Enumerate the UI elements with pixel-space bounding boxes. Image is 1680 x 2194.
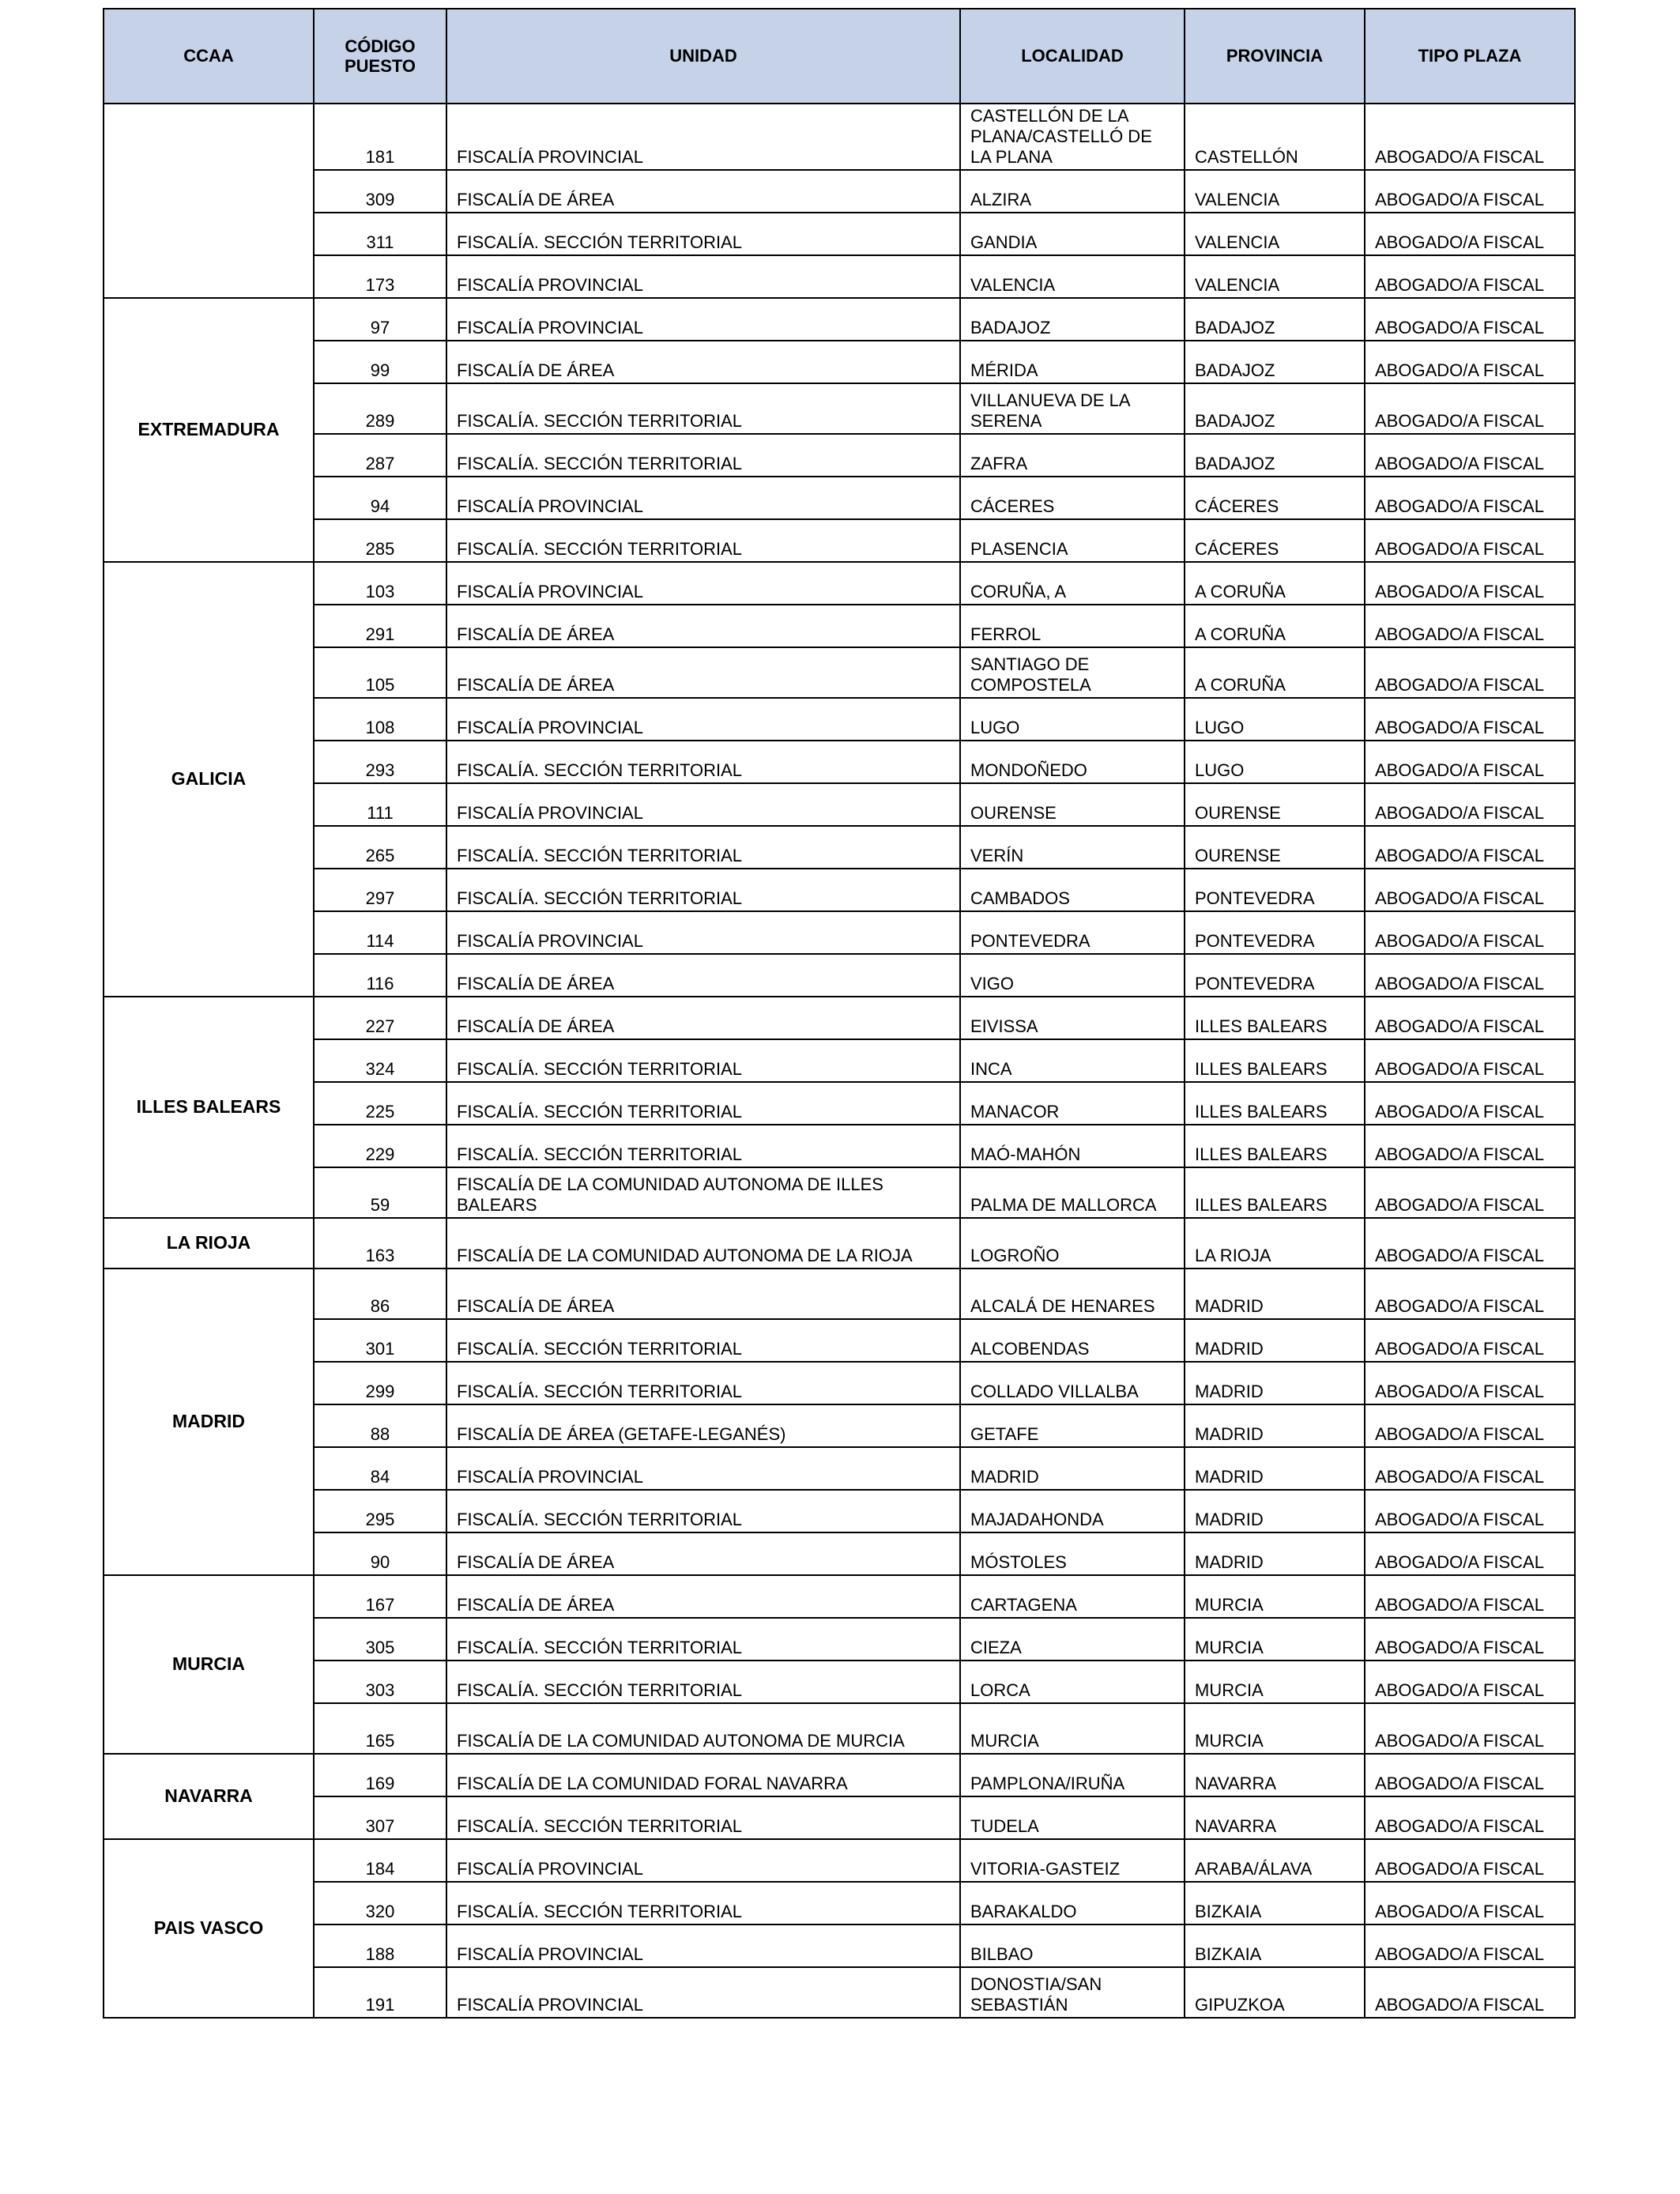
- codigo-puesto-cell: 108: [314, 698, 446, 741]
- unidad-cell: FISCALÍA. SECCIÓN TERRITORIAL: [446, 1490, 960, 1532]
- unidad-cell: FISCALÍA DE ÁREA (GETAFE-LEGANÉS): [446, 1404, 960, 1447]
- table-row: [104, 1082, 1575, 1125]
- tipo-plaza-cell: ABOGADO/A FISCAL: [1365, 1924, 1575, 1967]
- unidad-cell: FISCALÍA DE ÁREA: [446, 997, 960, 1039]
- codigo-puesto-cell: 165: [314, 1703, 446, 1754]
- provincia-cell: PONTEVEDRA: [1185, 869, 1365, 911]
- tipo-plaza-cell: ABOGADO/A FISCAL: [1365, 1967, 1575, 2018]
- tipo-plaza-cell: ABOGADO/A FISCAL: [1365, 1125, 1575, 1167]
- codigo-puesto-cell: 291: [314, 605, 446, 647]
- localidad-cell: VITORIA-GASTEIZ: [960, 1839, 1185, 1882]
- tipo-plaza-cell: ABOGADO/A FISCAL: [1365, 783, 1575, 826]
- table-body: [104, 104, 1575, 2018]
- tipo-plaza-cell: ABOGADO/A FISCAL: [1365, 213, 1575, 255]
- header-provincia: PROVINCIA: [1185, 9, 1365, 104]
- tipo-plaza-cell: ABOGADO/A FISCAL: [1365, 605, 1575, 647]
- codigo-puesto-cell: 114: [314, 911, 446, 954]
- header-unidad: UNIDAD: [446, 9, 960, 104]
- codigo-puesto-cell: 285: [314, 519, 446, 562]
- localidad-cell: BILBAO: [960, 1924, 1185, 1967]
- table-row: [104, 1362, 1575, 1404]
- localidad-cell: MÓSTOLES: [960, 1532, 1185, 1575]
- table-row: [104, 341, 1575, 383]
- provincia-cell: BIZKAIA: [1185, 1924, 1365, 1967]
- table-row: [104, 1882, 1575, 1924]
- unidad-cell: FISCALÍA. SECCIÓN TERRITORIAL: [446, 1362, 960, 1404]
- table-row: [104, 954, 1575, 997]
- provincia-cell: MURCIA: [1185, 1661, 1365, 1703]
- ccaa-cell: PAIS VASCO: [104, 1839, 314, 2018]
- provincia-cell: MADRID: [1185, 1404, 1365, 1447]
- localidad-cell: CIEZA: [960, 1618, 1185, 1661]
- provincia-cell: MADRID: [1185, 1490, 1365, 1532]
- tipo-plaza-cell: ABOGADO/A FISCAL: [1365, 104, 1575, 170]
- ccaa-cell: ILLES BALEARS: [104, 997, 314, 1218]
- table-row: [104, 1125, 1575, 1167]
- provincia-cell: LA RIOJA: [1185, 1218, 1365, 1269]
- unidad-cell: FISCALÍA DE LA COMUNIDAD AUTONOMA DE LA RIOJA: [446, 1218, 960, 1269]
- table-row: [104, 298, 1575, 341]
- codigo-puesto-cell: 324: [314, 1039, 446, 1082]
- provincia-cell: BIZKAIA: [1185, 1882, 1365, 1924]
- unidad-cell: FISCALÍA. SECCIÓN TERRITORIAL: [446, 383, 960, 434]
- codigo-puesto-cell: 287: [314, 434, 446, 477]
- table-row: [104, 383, 1575, 434]
- localidad-cell: DONOSTIA/SAN SEBASTIÁN: [960, 1967, 1185, 2018]
- unidad-cell: FISCALÍA PROVINCIAL: [446, 783, 960, 826]
- localidad-cell: PONTEVEDRA: [960, 911, 1185, 954]
- ccaa-cell: MADRID: [104, 1269, 314, 1575]
- tipo-plaza-cell: ABOGADO/A FISCAL: [1365, 1754, 1575, 1796]
- codigo-puesto-cell: 99: [314, 341, 446, 383]
- localidad-cell: INCA: [960, 1039, 1185, 1082]
- tipo-plaza-cell: ABOGADO/A FISCAL: [1365, 1618, 1575, 1661]
- unidad-cell: FISCALÍA. SECCIÓN TERRITORIAL: [446, 519, 960, 562]
- localidad-cell: CORUÑA, A: [960, 562, 1185, 605]
- table-row: [104, 605, 1575, 647]
- tipo-plaza-cell: ABOGADO/A FISCAL: [1365, 1661, 1575, 1703]
- codigo-puesto-cell: 105: [314, 647, 446, 698]
- tipo-plaza-cell: ABOGADO/A FISCAL: [1365, 1319, 1575, 1362]
- codigo-puesto-cell: 163: [314, 1218, 446, 1269]
- provincia-cell: NAVARRA: [1185, 1796, 1365, 1839]
- unidad-cell: FISCALÍA. SECCIÓN TERRITORIAL: [446, 1319, 960, 1362]
- provincia-cell: OURENSE: [1185, 783, 1365, 826]
- table-row: [104, 519, 1575, 562]
- table-row: [104, 1796, 1575, 1839]
- table-row: [104, 104, 1575, 170]
- localidad-cell: ALZIRA: [960, 170, 1185, 213]
- localidad-cell: LORCA: [960, 1661, 1185, 1703]
- tipo-plaza-cell: ABOGADO/A FISCAL: [1365, 954, 1575, 997]
- table-header: [104, 9, 1575, 104]
- header-codigo-puesto: CÓDIGO PUESTO: [314, 9, 446, 104]
- provincia-cell: ILLES BALEARS: [1185, 1125, 1365, 1167]
- unidad-cell: FISCALÍA DE ÁREA: [446, 341, 960, 383]
- localidad-cell: PALMA DE MALLORCA: [960, 1167, 1185, 1218]
- plazas-table: [103, 8, 1576, 2019]
- codigo-puesto-cell: 191: [314, 1967, 446, 2018]
- provincia-cell: A CORUÑA: [1185, 562, 1365, 605]
- table-row: [104, 1404, 1575, 1447]
- table-row: [104, 1269, 1575, 1319]
- provincia-cell: MURCIA: [1185, 1575, 1365, 1618]
- tipo-plaza-cell: ABOGADO/A FISCAL: [1365, 1039, 1575, 1082]
- codigo-puesto-cell: 188: [314, 1924, 446, 1967]
- codigo-puesto-cell: 111: [314, 783, 446, 826]
- unidad-cell: FISCALÍA PROVINCIAL: [446, 298, 960, 341]
- provincia-cell: BADAJOZ: [1185, 341, 1365, 383]
- codigo-puesto-cell: 169: [314, 1754, 446, 1796]
- localidad-cell: MURCIA: [960, 1703, 1185, 1754]
- tipo-plaza-cell: ABOGADO/A FISCAL: [1365, 1490, 1575, 1532]
- codigo-puesto-cell: 184: [314, 1839, 446, 1882]
- table-row: [104, 1575, 1575, 1618]
- table-row: [104, 1754, 1575, 1796]
- localidad-cell: EIVISSA: [960, 997, 1185, 1039]
- codigo-puesto-cell: 311: [314, 213, 446, 255]
- codigo-puesto-cell: 167: [314, 1575, 446, 1618]
- tipo-plaza-cell: ABOGADO/A FISCAL: [1365, 170, 1575, 213]
- unidad-cell: FISCALÍA PROVINCIAL: [446, 1967, 960, 2018]
- unidad-cell: FISCALÍA. SECCIÓN TERRITORIAL: [446, 1882, 960, 1924]
- tipo-plaza-cell: ABOGADO/A FISCAL: [1365, 1218, 1575, 1269]
- tipo-plaza-cell: ABOGADO/A FISCAL: [1365, 647, 1575, 698]
- unidad-cell: FISCALÍA. SECCIÓN TERRITORIAL: [446, 1796, 960, 1839]
- provincia-cell: VALENCIA: [1185, 170, 1365, 213]
- codigo-puesto-cell: 299: [314, 1362, 446, 1404]
- codigo-puesto-cell: 309: [314, 170, 446, 213]
- unidad-cell: FISCALÍA. SECCIÓN TERRITORIAL: [446, 1125, 960, 1167]
- codigo-puesto-cell: 293: [314, 741, 446, 783]
- table-row: [104, 997, 1575, 1039]
- provincia-cell: MURCIA: [1185, 1703, 1365, 1754]
- provincia-cell: CASTELLÓN: [1185, 104, 1365, 170]
- localidad-cell: VILLANUEVA DE LA SERENA: [960, 383, 1185, 434]
- plazas-table-container: [103, 8, 1574, 2019]
- unidad-cell: FISCALÍA DE ÁREA: [446, 1575, 960, 1618]
- codigo-puesto-cell: 90: [314, 1532, 446, 1575]
- tipo-plaza-cell: ABOGADO/A FISCAL: [1365, 997, 1575, 1039]
- localidad-cell: MAÓ-MAHÓN: [960, 1125, 1185, 1167]
- table-row: [104, 1924, 1575, 1967]
- tipo-plaza-cell: ABOGADO/A FISCAL: [1365, 826, 1575, 869]
- tipo-plaza-cell: ABOGADO/A FISCAL: [1365, 911, 1575, 954]
- table-row: [104, 698, 1575, 741]
- unidad-cell: FISCALÍA. SECCIÓN TERRITORIAL: [446, 869, 960, 911]
- provincia-cell: A CORUÑA: [1185, 605, 1365, 647]
- localidad-cell: ALCOBENDAS: [960, 1319, 1185, 1362]
- codigo-puesto-cell: 84: [314, 1447, 446, 1490]
- unidad-cell: FISCALÍA. SECCIÓN TERRITORIAL: [446, 1082, 960, 1125]
- codigo-puesto-cell: 295: [314, 1490, 446, 1532]
- table-row: [104, 1839, 1575, 1882]
- table-row: [104, 1532, 1575, 1575]
- unidad-cell: FISCALÍA. SECCIÓN TERRITORIAL: [446, 741, 960, 783]
- ccaa-cell: MURCIA: [104, 1575, 314, 1754]
- codigo-puesto-cell: 181: [314, 104, 446, 170]
- codigo-puesto-cell: 225: [314, 1082, 446, 1125]
- provincia-cell: MURCIA: [1185, 1618, 1365, 1661]
- localidad-cell: CARTAGENA: [960, 1575, 1185, 1618]
- tipo-plaza-cell: ABOGADO/A FISCAL: [1365, 869, 1575, 911]
- provincia-cell: CÁCERES: [1185, 519, 1365, 562]
- codigo-puesto-cell: 303: [314, 1661, 446, 1703]
- tipo-plaza-cell: ABOGADO/A FISCAL: [1365, 1269, 1575, 1319]
- provincia-cell: ILLES BALEARS: [1185, 997, 1365, 1039]
- codigo-puesto-cell: 307: [314, 1796, 446, 1839]
- tipo-plaza-cell: ABOGADO/A FISCAL: [1365, 1167, 1575, 1218]
- codigo-puesto-cell: 227: [314, 997, 446, 1039]
- tipo-plaza-cell: ABOGADO/A FISCAL: [1365, 562, 1575, 605]
- table-row: [104, 741, 1575, 783]
- provincia-cell: ARABA/ÁLAVA: [1185, 1839, 1365, 1882]
- codigo-puesto-cell: 86: [314, 1269, 446, 1319]
- localidad-cell: BARAKALDO: [960, 1882, 1185, 1924]
- localidad-cell: LOGROÑO: [960, 1218, 1185, 1269]
- table-row: [104, 213, 1575, 255]
- ccaa-cell: [104, 104, 314, 298]
- localidad-cell: MÉRIDA: [960, 341, 1185, 383]
- tipo-plaza-cell: ABOGADO/A FISCAL: [1365, 698, 1575, 741]
- tipo-plaza-cell: ABOGADO/A FISCAL: [1365, 255, 1575, 298]
- localidad-cell: MADRID: [960, 1447, 1185, 1490]
- codigo-puesto-cell: 59: [314, 1167, 446, 1218]
- localidad-cell: PAMPLONA/IRUÑA: [960, 1754, 1185, 1796]
- tipo-plaza-cell: ABOGADO/A FISCAL: [1365, 1532, 1575, 1575]
- localidad-cell: OURENSE: [960, 783, 1185, 826]
- provincia-cell: LUGO: [1185, 741, 1365, 783]
- provincia-cell: MADRID: [1185, 1269, 1365, 1319]
- provincia-cell: VALENCIA: [1185, 213, 1365, 255]
- tipo-plaza-cell: ABOGADO/A FISCAL: [1365, 383, 1575, 434]
- tipo-plaza-cell: ABOGADO/A FISCAL: [1365, 434, 1575, 477]
- unidad-cell: FISCALÍA PROVINCIAL: [446, 255, 960, 298]
- unidad-cell: FISCALÍA DE ÁREA: [446, 170, 960, 213]
- tipo-plaza-cell: ABOGADO/A FISCAL: [1365, 1575, 1575, 1618]
- provincia-cell: BADAJOZ: [1185, 383, 1365, 434]
- table-row: [104, 1218, 1575, 1269]
- tipo-plaza-cell: ABOGADO/A FISCAL: [1365, 298, 1575, 341]
- unidad-cell: FISCALÍA PROVINCIAL: [446, 698, 960, 741]
- tipo-plaza-cell: ABOGADO/A FISCAL: [1365, 1082, 1575, 1125]
- localidad-cell: COLLADO VILLALBA: [960, 1362, 1185, 1404]
- localidad-cell: VALENCIA: [960, 255, 1185, 298]
- localidad-cell: VIGO: [960, 954, 1185, 997]
- tipo-plaza-cell: ABOGADO/A FISCAL: [1365, 1404, 1575, 1447]
- unidad-cell: FISCALÍA. SECCIÓN TERRITORIAL: [446, 1618, 960, 1661]
- unidad-cell: FISCALÍA DE ÁREA: [446, 1532, 960, 1575]
- unidad-cell: FISCALÍA DE ÁREA: [446, 647, 960, 698]
- header-localidad: LOCALIDAD: [960, 9, 1185, 104]
- localidad-cell: SANTIAGO DE COMPOSTELA: [960, 647, 1185, 698]
- localidad-cell: LUGO: [960, 698, 1185, 741]
- localidad-cell: MANACOR: [960, 1082, 1185, 1125]
- codigo-puesto-cell: 103: [314, 562, 446, 605]
- provincia-cell: BADAJOZ: [1185, 434, 1365, 477]
- tipo-plaza-cell: ABOGADO/A FISCAL: [1365, 1447, 1575, 1490]
- unidad-cell: FISCALÍA PROVINCIAL: [446, 911, 960, 954]
- provincia-cell: NAVARRA: [1185, 1754, 1365, 1796]
- codigo-puesto-cell: 297: [314, 869, 446, 911]
- provincia-cell: GIPUZKOA: [1185, 1967, 1365, 2018]
- table-row: [104, 1967, 1575, 2018]
- unidad-cell: FISCALÍA PROVINCIAL: [446, 477, 960, 519]
- localidad-cell: GANDIA: [960, 213, 1185, 255]
- table-row: [104, 1319, 1575, 1362]
- tipo-plaza-cell: ABOGADO/A FISCAL: [1365, 519, 1575, 562]
- codigo-puesto-cell: 305: [314, 1618, 446, 1661]
- unidad-cell: FISCALÍA PROVINCIAL: [446, 1924, 960, 1967]
- codigo-puesto-cell: 229: [314, 1125, 446, 1167]
- table-row: [104, 1703, 1575, 1754]
- provincia-cell: CÁCERES: [1185, 477, 1365, 519]
- table-row: [104, 869, 1575, 911]
- ccaa-cell: GALICIA: [104, 562, 314, 997]
- table-row: [104, 1661, 1575, 1703]
- unidad-cell: FISCALÍA PROVINCIAL: [446, 562, 960, 605]
- table-row: [104, 647, 1575, 698]
- table-row: [104, 783, 1575, 826]
- provincia-cell: ILLES BALEARS: [1185, 1167, 1365, 1218]
- codigo-puesto-cell: 94: [314, 477, 446, 519]
- codigo-puesto-cell: 301: [314, 1319, 446, 1362]
- provincia-cell: OURENSE: [1185, 826, 1365, 869]
- unidad-cell: FISCALÍA. SECCIÓN TERRITORIAL: [446, 1661, 960, 1703]
- unidad-cell: FISCALÍA DE ÁREA: [446, 954, 960, 997]
- tipo-plaza-cell: ABOGADO/A FISCAL: [1365, 1796, 1575, 1839]
- codigo-puesto-cell: 320: [314, 1882, 446, 1924]
- localidad-cell: MONDOÑEDO: [960, 741, 1185, 783]
- provincia-cell: MADRID: [1185, 1362, 1365, 1404]
- table-row: [104, 434, 1575, 477]
- codigo-puesto-cell: 265: [314, 826, 446, 869]
- unidad-cell: FISCALÍA PROVINCIAL: [446, 104, 960, 170]
- localidad-cell: BADAJOZ: [960, 298, 1185, 341]
- unidad-cell: FISCALÍA DE ÁREA: [446, 605, 960, 647]
- table-row: [104, 826, 1575, 869]
- unidad-cell: FISCALÍA DE ÁREA: [446, 1269, 960, 1319]
- header-tipo-plaza: TIPO PLAZA: [1365, 9, 1575, 104]
- localidad-cell: ALCALÁ DE HENARES: [960, 1269, 1185, 1319]
- provincia-cell: MADRID: [1185, 1532, 1365, 1575]
- table-row: [104, 170, 1575, 213]
- unidad-cell: FISCALÍA. SECCIÓN TERRITORIAL: [446, 1039, 960, 1082]
- table-row: [104, 1039, 1575, 1082]
- unidad-cell: FISCALÍA. SECCIÓN TERRITORIAL: [446, 826, 960, 869]
- ccaa-cell: LA RIOJA: [104, 1218, 314, 1269]
- table-row: [104, 1618, 1575, 1661]
- localidad-cell: CÁCERES: [960, 477, 1185, 519]
- localidad-cell: CASTELLÓN DE LA PLANA/CASTELLÓ DE LA PLANA: [960, 104, 1185, 170]
- header-ccaa: CCAA: [104, 9, 314, 104]
- tipo-plaza-cell: ABOGADO/A FISCAL: [1365, 1839, 1575, 1882]
- table-row: [104, 1167, 1575, 1218]
- table-row: [104, 911, 1575, 954]
- table-row: [104, 255, 1575, 298]
- localidad-cell: FERROL: [960, 605, 1185, 647]
- ccaa-cell: NAVARRA: [104, 1754, 314, 1839]
- provincia-cell: A CORUÑA: [1185, 647, 1365, 698]
- provincia-cell: PONTEVEDRA: [1185, 911, 1365, 954]
- localidad-cell: VERÍN: [960, 826, 1185, 869]
- tipo-plaza-cell: ABOGADO/A FISCAL: [1365, 1703, 1575, 1754]
- provincia-cell: ILLES BALEARS: [1185, 1082, 1365, 1125]
- provincia-cell: MADRID: [1185, 1447, 1365, 1490]
- table-row: [104, 1490, 1575, 1532]
- unidad-cell: FISCALÍA DE LA COMUNIDAD FORAL NAVARRA: [446, 1754, 960, 1796]
- unidad-cell: FISCALÍA. SECCIÓN TERRITORIAL: [446, 213, 960, 255]
- localidad-cell: ZAFRA: [960, 434, 1185, 477]
- provincia-cell: PONTEVEDRA: [1185, 954, 1365, 997]
- provincia-cell: MADRID: [1185, 1319, 1365, 1362]
- provincia-cell: LUGO: [1185, 698, 1365, 741]
- table-row: [104, 1447, 1575, 1490]
- codigo-puesto-cell: 97: [314, 298, 446, 341]
- unidad-cell: FISCALÍA PROVINCIAL: [446, 1839, 960, 1882]
- localidad-cell: MAJADAHONDA: [960, 1490, 1185, 1532]
- localidad-cell: PLASENCIA: [960, 519, 1185, 562]
- codigo-puesto-cell: 289: [314, 383, 446, 434]
- unidad-cell: FISCALÍA DE LA COMUNIDAD AUTONOMA DE MURCIA: [446, 1703, 960, 1754]
- localidad-cell: GETAFE: [960, 1404, 1185, 1447]
- table-row: [104, 477, 1575, 519]
- header-row: [104, 9, 1575, 104]
- codigo-puesto-cell: 116: [314, 954, 446, 997]
- provincia-cell: VALENCIA: [1185, 255, 1365, 298]
- localidad-cell: CAMBADOS: [960, 869, 1185, 911]
- tipo-plaza-cell: ABOGADO/A FISCAL: [1365, 341, 1575, 383]
- tipo-plaza-cell: ABOGADO/A FISCAL: [1365, 477, 1575, 519]
- localidad-cell: TUDELA: [960, 1796, 1185, 1839]
- tipo-plaza-cell: ABOGADO/A FISCAL: [1365, 741, 1575, 783]
- codigo-puesto-cell: 173: [314, 255, 446, 298]
- tipo-plaza-cell: ABOGADO/A FISCAL: [1365, 1882, 1575, 1924]
- unidad-cell: FISCALÍA PROVINCIAL: [446, 1447, 960, 1490]
- ccaa-cell: EXTREMADURA: [104, 298, 314, 562]
- codigo-puesto-cell: 88: [314, 1404, 446, 1447]
- unidad-cell: FISCALÍA. SECCIÓN TERRITORIAL: [446, 434, 960, 477]
- provincia-cell: ILLES BALEARS: [1185, 1039, 1365, 1082]
- provincia-cell: BADAJOZ: [1185, 298, 1365, 341]
- unidad-cell: FISCALÍA DE LA COMUNIDAD AUTONOMA DE ILLES BALEARS: [446, 1167, 960, 1218]
- table-row: [104, 562, 1575, 605]
- tipo-plaza-cell: ABOGADO/A FISCAL: [1365, 1362, 1575, 1404]
